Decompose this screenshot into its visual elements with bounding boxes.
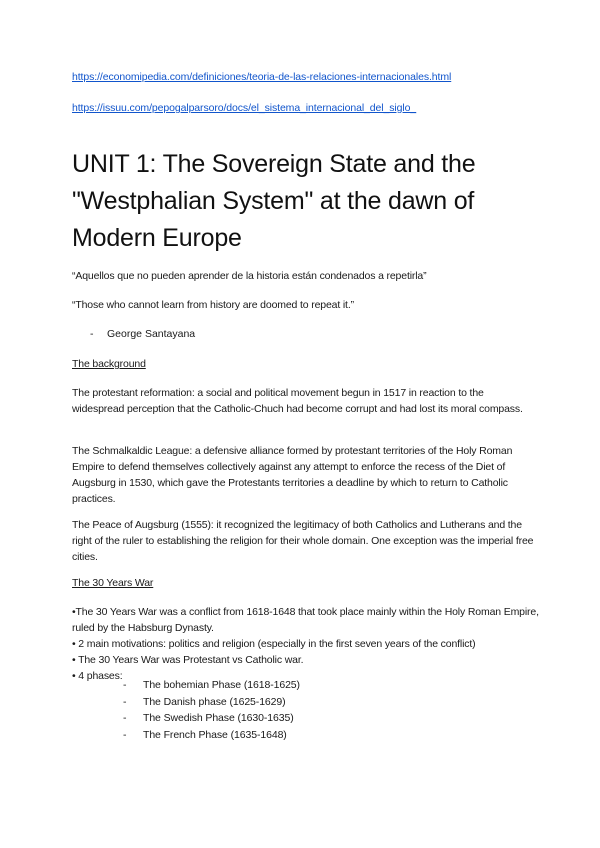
reference-link-economipedia[interactable]: https://economipedia.com/definiciones/teoria-de-las-relaciones-internacionales.html xyxy=(72,71,452,83)
phase-dash: - xyxy=(123,679,127,691)
quote-author: George Santayana xyxy=(107,328,196,340)
reference-link-issuu[interactable]: https://issuu.com/pepogalparsoro/docs/el_sistema_internacional_del_siglo_ xyxy=(72,102,417,114)
phase-item-swedish xyxy=(123,710,300,727)
phase-label: The bohemian Phase (1618-1625) xyxy=(143,679,300,691)
phase-dash: - xyxy=(123,728,127,741)
thirty-years-war-bullets xyxy=(72,604,542,684)
background-heading: The background xyxy=(72,358,146,370)
phase-item-danish xyxy=(123,694,300,711)
list-item: •The 30 Years War was a conflict from 1618-1648 that took place mainly within the Holy Roman Empire, ruled by the Habsburg Dynasty. xyxy=(72,606,539,634)
phase-label: The Swedish Phase (1630-1635) xyxy=(143,712,294,724)
thirty-years-war-heading: The 30 Years War xyxy=(72,577,154,589)
list-item: • 2 main motivations: politics and religion (especially in the first seven years of the conflict) xyxy=(72,638,476,650)
phase-item-bohemian xyxy=(123,677,300,694)
phase-label: The French Phase (1635-1648) xyxy=(143,728,287,741)
phase-dash: - xyxy=(123,712,127,724)
phase-dash: - xyxy=(123,695,127,708)
list-item: • The 30 Years War was Protestant vs Catholic war. xyxy=(72,654,304,666)
page-title: UNIT 1: The Sovereign State and the "Westphalian System" at the dawn of Modern Europe xyxy=(72,150,476,252)
paragraph-schmalkaldic-league: The Schmalkaldic League: a defensive alliance formed by protestant territories of the Holy Roman Empire to defend themselves collectively against any attempt to enforce the recess of the Diet of Augsburg in 1530, which gave the Protestants territories a deadline by which to return to Catholic practices. xyxy=(72,445,513,505)
phase-item-french xyxy=(123,727,300,744)
quote-spanish: “Aquellos que no pueden aprender de la historia están condenados a repetirla” xyxy=(72,270,427,282)
phase-label: The Danish phase (1625-1629) xyxy=(143,695,286,708)
war-phases-list xyxy=(123,677,300,743)
quote-attribution xyxy=(90,326,196,342)
quote-english: “Those who cannot learn from history are doomed to repeat it.” xyxy=(72,299,354,311)
paragraph-peace-of-augsburg: The Peace of Augsburg (1555): it recognized the legitimacy of both Catholics and Lutherans and the right of the ruler to establishing the religion for their whole domain. One exception was the imperial free cities. xyxy=(72,519,534,563)
paragraph-protestant-reformation: The protestant reformation: a social and political movement begun in 1517 in reaction to the widespread perception that the Catholic-Chuch had become corrupt and had lost its moral compass. xyxy=(72,387,523,415)
attribution-dash: - xyxy=(90,328,94,340)
list-item: • 4 phases: xyxy=(72,670,123,682)
